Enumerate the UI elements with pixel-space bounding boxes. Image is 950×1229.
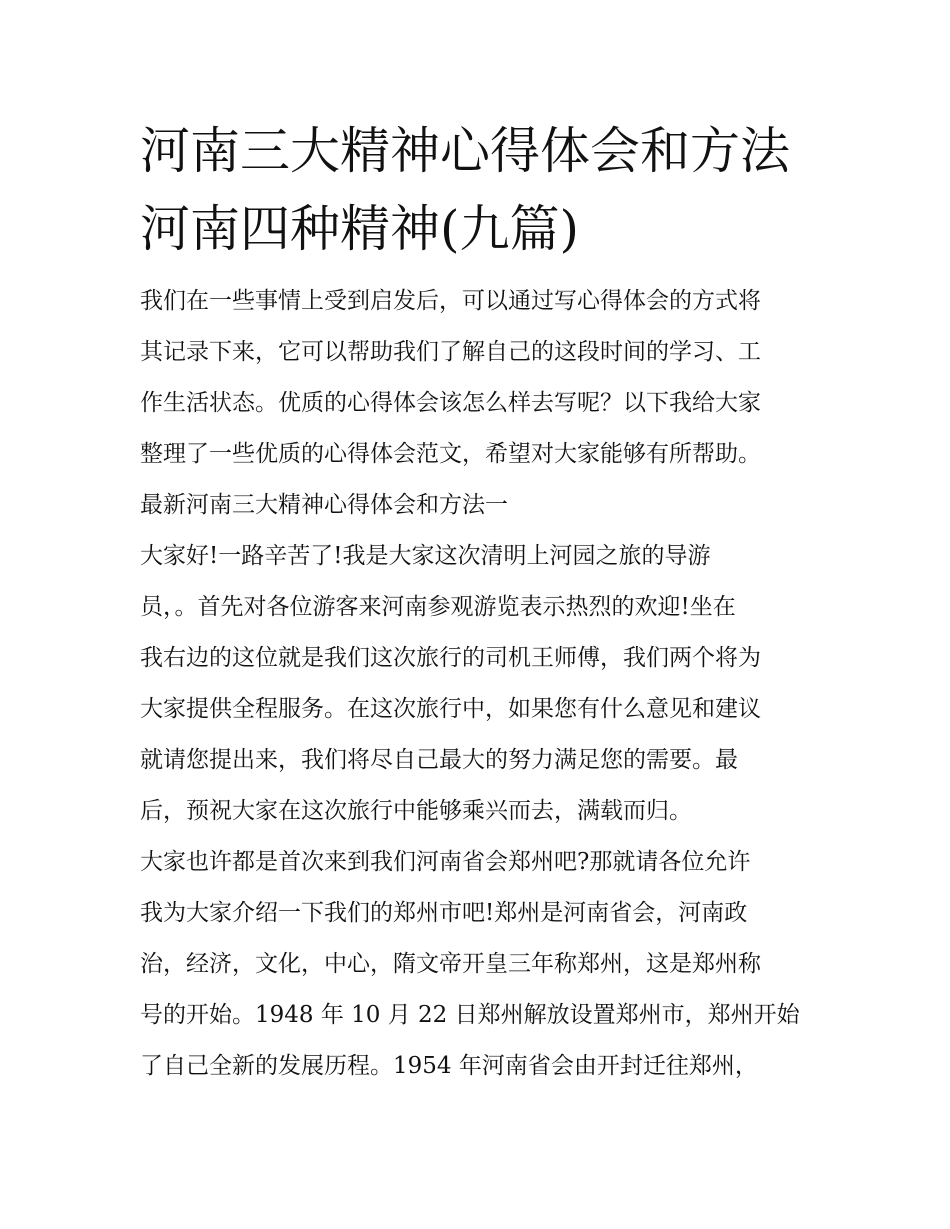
section-heading: 最新河南三大精神心得体会和方法一 xyxy=(140,492,508,518)
paragraph-1-line-2: 员，。首先对各位游客来河南参观游览表示热烈的欢迎!坐在 xyxy=(140,594,736,620)
document-title xyxy=(140,112,820,268)
paragraph-1-line-6: 后，预祝大家在这次旅行中能够乘兴而去，满载而归。 xyxy=(140,798,692,824)
paragraph-1-line-4: 大家提供全程服务。在这次旅行中，如果您有什么意见和建议 xyxy=(140,696,761,722)
paragraph-1-line-5: 就请您提出来，我们将尽自己最大的努力满足您的需要。最 xyxy=(140,747,738,773)
paragraph-2-line-3: 治，经济，文化，中心，隋文帝开皇三年称郑州，这是郑州称 xyxy=(140,951,761,977)
paragraph-2-line-4: 号的开始。1948 年 10 月 22 日郑州解放设置郑州市，郑州开始 xyxy=(140,1002,800,1028)
intro-line-4: 整理了一些优质的心得体会范文，希望对大家能够有所帮助。 xyxy=(140,441,761,467)
intro-line-3: 作生活状态。优质的心得体会该怎么样去写呢？以下我给大家 xyxy=(140,390,761,416)
intro-line-1: 我们在一些事情上受到启发后，可以通过写心得体会的方式将 xyxy=(140,288,761,314)
paragraph-1-line-1: 大家好!一路辛苦了!我是大家这次清明上河园之旅的导游 xyxy=(140,543,711,569)
paragraph-2-line-2: 我为大家介绍一下我们的郑州市吧!郑州是河南省会，河南政 xyxy=(140,900,748,926)
intro-line-2: 其记录下来，它可以帮助我们了解自己的这段时间的学习、工 xyxy=(140,339,761,365)
title-line-1: 河南三大精神心得体会和方法 xyxy=(140,122,790,180)
paragraph-2-line-5: 了自己全新的发展历程。1954 年河南省会由开封迁往郑州， xyxy=(140,1053,758,1079)
title-line-2: 河南四种精神(九篇) xyxy=(140,200,580,258)
paragraph-2-line-1: 大家也许都是首次来到我们河南省会郑州吧?那就请各位允许 xyxy=(140,849,751,875)
document-body xyxy=(140,276,815,1092)
paragraph-1-line-3: 我右边的这位就是我们这次旅行的司机王师傅，我们两个将为 xyxy=(140,645,761,671)
